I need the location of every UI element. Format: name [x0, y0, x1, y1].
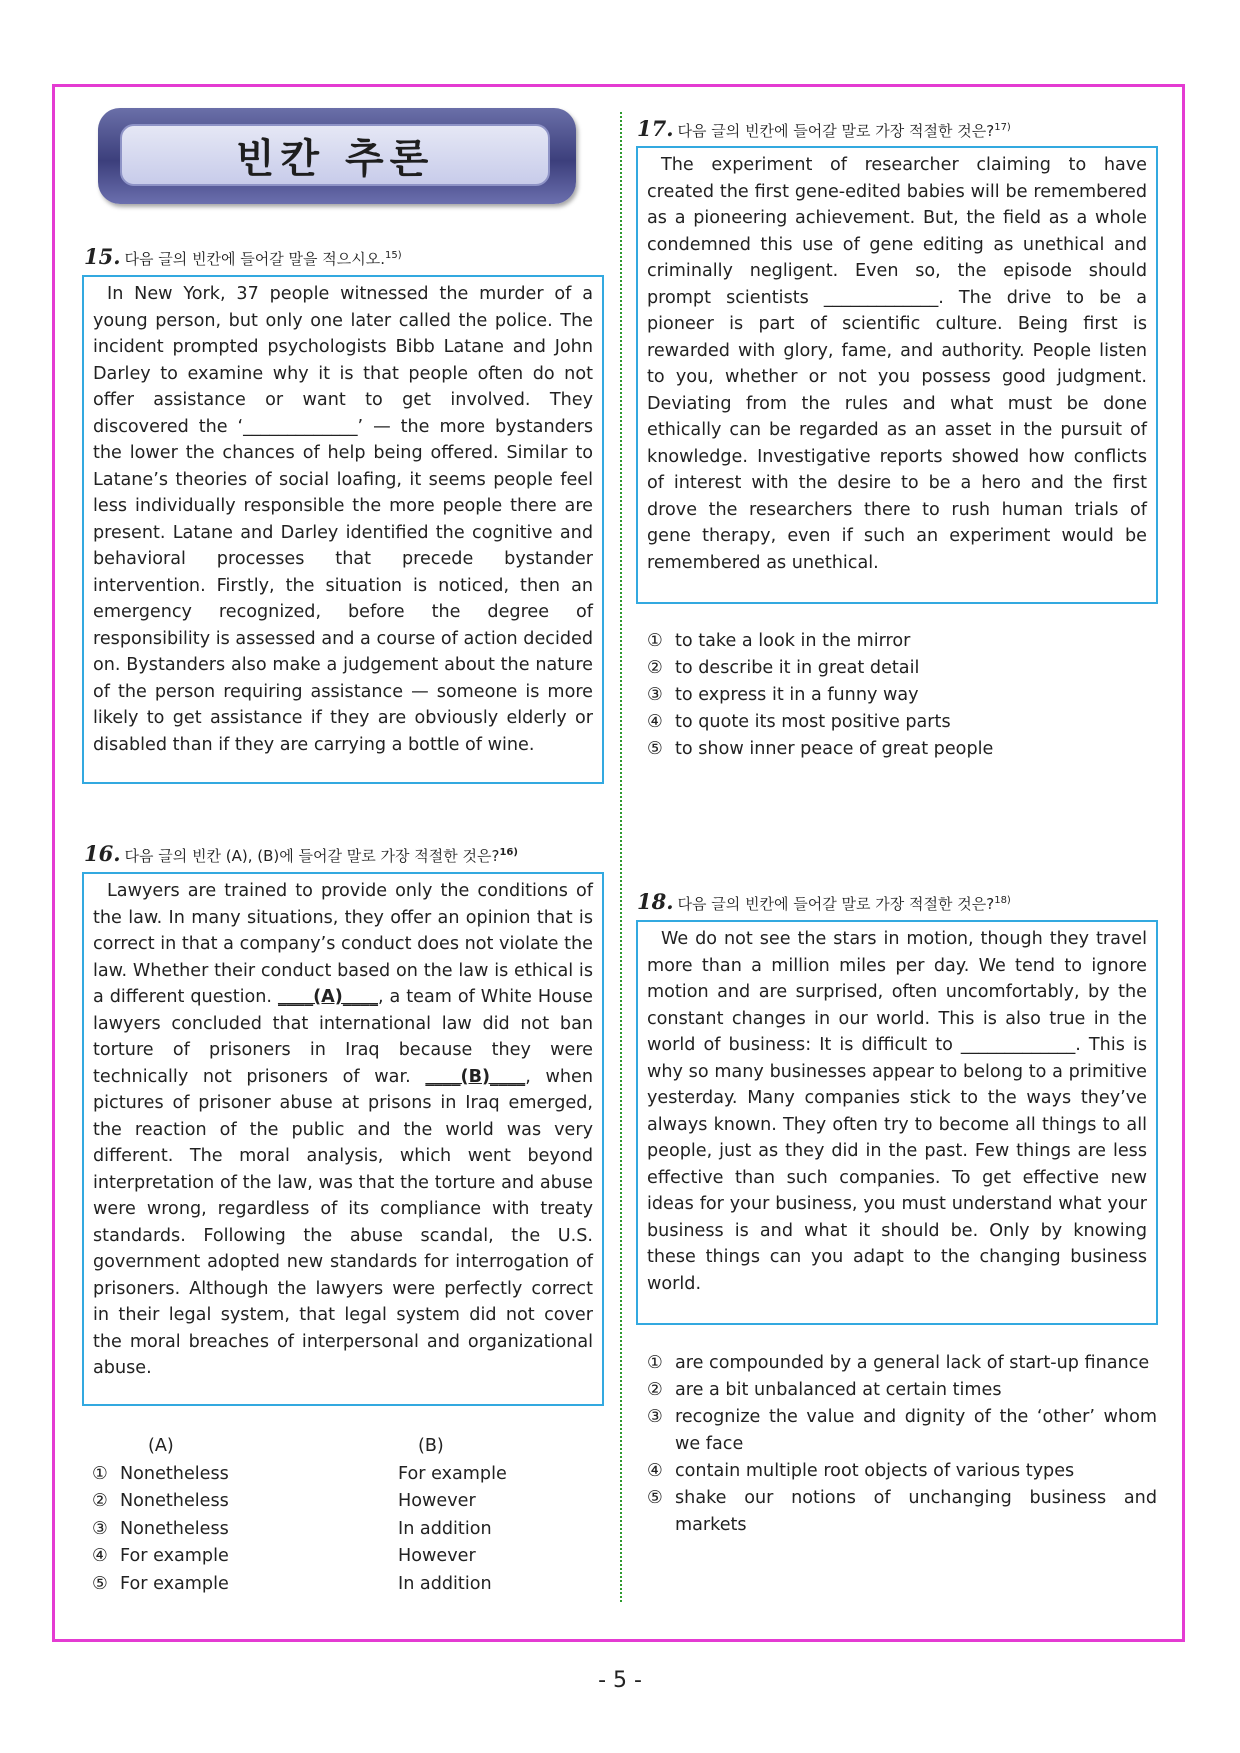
q16-option[interactable] — [92, 1461, 507, 1489]
q18-option[interactable] — [647, 1377, 1157, 1404]
q17-option-mark: ③ — [647, 685, 663, 705]
q18-option-mark: ④ — [647, 1461, 663, 1481]
q16-options-header — [92, 1433, 507, 1461]
q15-passage: In New York, 37 people witnessed the murder of a young person, but only one later called the police. The incident prompted psychologists Bibb Latane and John Darley to examine why it is that people often do not offer assistance or want to get involved. They discovered the ‘_____________’ — the more bystanders the lower the chances of help being offered. Similar to Latane’s theories of social loafing, it seems people feel less individually responsible the more people there are present. Latane and Darley identified the cognitive and behavioral processes that precede bystander intervention. Firstly, the situation is noticed, then an emergency recognized, before the degree of responsibility is assessed and a course of action decided on. Bystanders also make a judgement about the nature of the person requiring assistance — someone is more likely to get assistance if they are obviously elderly or disabled than if they are carrying a bottle of wine. — [93, 284, 593, 755]
q17-option-mark: ① — [647, 631, 663, 651]
q18-option[interactable] — [647, 1485, 1157, 1539]
q16-option[interactable] — [92, 1516, 507, 1544]
section-banner-inner — [120, 124, 550, 186]
q18-option[interactable] — [647, 1350, 1157, 1377]
q16-option-mark: ① — [92, 1463, 108, 1484]
q16-option-b: For example — [398, 1463, 507, 1484]
q17-options — [647, 628, 1157, 763]
q16-option-mark: ⑤ — [92, 1573, 108, 1594]
q17-option[interactable] — [647, 655, 1157, 682]
q17-option[interactable] — [647, 628, 1157, 655]
q17-instruction: 다음 글의 빈칸에 들어갈 말로 가장 적절한 것은? — [677, 122, 995, 140]
q16-passage-box — [82, 872, 604, 1406]
q17-option-mark: ④ — [647, 712, 663, 732]
q16-option[interactable] — [92, 1488, 507, 1516]
q16-blank-a: ____(A)____ — [277, 987, 379, 1007]
q18-option-text: recognize the value and dignity of the ‘other’ whom we face — [675, 1407, 1157, 1454]
q17-option-text: to show inner peace of great people — [675, 739, 994, 759]
q17-passage: The experiment of researcher claiming to have created the first gene-edited babies will be remembered as a pioneering achievement. But, the field as a whole condemned this use of gene editing as unethical and criminally negligent. Even so, the episode should prompt scientists _____________. The drive to be a pioneer is part of scientific culture. Being first is rewarded with glory, fame, and authority. People listen to you, whether or not you possess good judgment. Deviating from the rules and what must be done ethically can be regarded as an asset in the pursuit of knowledge. Investigative reports showed how conflicts of interest with the desire to be a hero and the first drove the researchers there to rush human trials of gene therapy, even if such an experiment would be remembered as unethical. — [647, 155, 1147, 573]
q18-option[interactable] — [647, 1404, 1157, 1458]
q16-option-b: In addition — [398, 1573, 492, 1594]
q16-header — [84, 841, 518, 866]
q18-passage-box — [636, 920, 1158, 1325]
q18-number: 18. — [637, 889, 674, 914]
q17-option[interactable] — [647, 709, 1157, 736]
q16-option-b: However — [398, 1546, 476, 1566]
q16-passage — [93, 878, 593, 1382]
q17-option[interactable] — [647, 682, 1157, 709]
q16-option-a: Nonetheless — [120, 1518, 229, 1539]
q15-instruction: 다음 글의 빈칸에 들어갈 말을 적으시오. — [124, 250, 385, 268]
q16-footnote-ref: 16) — [499, 847, 518, 858]
q16-option[interactable] — [92, 1571, 507, 1599]
q16-passage-part1: Lawyers are trained to provide only the conditions of the law. In many situations, they offer an opinion that is correct in that a company’s conduct does not violate the law. Whether their conduct based on the law is ethical is a different question. — [93, 881, 593, 1007]
q15-number: 15. — [84, 244, 121, 269]
q18-header — [637, 889, 1011, 914]
q17-option-text: to express it in a funny way — [675, 685, 919, 705]
q18-option-text: are a bit unbalanced at certain times — [675, 1380, 1002, 1400]
q17-number: 17. — [637, 116, 674, 141]
q18-option-text: shake our notions of unchanging business and markets — [675, 1488, 1157, 1535]
q16-passage-part2: , a team of White House lawyers concluded that international law did not ban torture of prisoners in Iraq because they were technically not prisoners of war. — [93, 987, 593, 1087]
q17-header — [637, 116, 1011, 141]
q16-option-a: Nonetheless — [120, 1491, 229, 1511]
q18-passage: We do not see the stars in motion, though they travel more than a million miles per day. We tend to ignore motion and are surprised, often uncomfortably, by the constant changes in our world. This is also true in the world of business: It is difficult to _____________. This is why so many businesses appear to belong to a primitive yesterday. Many companies stick to the ways they’ve always known. They often try to become all things to all people, just as they did in the past. Few things are less effective than such companies. To get effective new ideas for your business, you must understand what your business is and what it should be. Only by knowing these things can you adapt to the changing business world. — [647, 929, 1147, 1294]
q16-blank-b: ____(B)____ — [425, 1066, 526, 1087]
q18-instruction: 다음 글의 빈칸에 들어갈 말로 가장 적절한 것은? — [677, 895, 995, 913]
q16-options-table — [92, 1433, 507, 1598]
q18-option-mark: ② — [647, 1380, 663, 1400]
page-number: - 5 - — [598, 1668, 642, 1693]
q18-option-mark: ① — [647, 1353, 663, 1373]
q17-option-mark: ⑤ — [647, 739, 663, 759]
q15-passage-box — [82, 275, 604, 784]
q16-instruction: 다음 글의 빈칸 (A), (B)에 들어갈 말로 가장 적절한 것은? — [124, 847, 500, 865]
q16-option-a: For example — [120, 1546, 229, 1566]
q16-number: 16. — [84, 841, 121, 866]
q18-option-mark: ⑤ — [647, 1488, 663, 1508]
q16-col-a-header: (A) — [148, 1436, 174, 1456]
q18-options — [647, 1350, 1157, 1539]
q18-option-mark: ③ — [647, 1407, 663, 1427]
q18-option-text: contain multiple root objects of various types — [675, 1461, 1075, 1481]
section-title: 빈칸 추론 — [235, 135, 435, 182]
column-divider — [620, 112, 622, 1602]
q16-option-a: Nonetheless — [120, 1463, 229, 1484]
q17-passage-box — [636, 146, 1158, 604]
q18-footnote-ref: 18) — [994, 895, 1011, 906]
section-banner — [98, 108, 576, 204]
q17-option-text: to take a look in the mirror — [675, 631, 911, 651]
q17-option-text: to describe it in great detail — [675, 658, 920, 678]
q16-option-b: In addition — [398, 1518, 492, 1539]
q16-option-mark: ② — [92, 1491, 108, 1511]
q17-option[interactable] — [647, 736, 1157, 763]
q15-footnote-ref: 15) — [385, 250, 402, 261]
q16-option[interactable] — [92, 1543, 507, 1571]
q16-col-b-header: (B) — [418, 1436, 444, 1456]
q16-option-a: For example — [120, 1573, 229, 1594]
q16-option-mark: ③ — [92, 1518, 108, 1539]
q16-option-mark: ④ — [92, 1546, 108, 1566]
q16-option-b: However — [398, 1491, 476, 1511]
q18-option[interactable] — [647, 1458, 1157, 1485]
q17-option-text: to quote its most positive parts — [675, 712, 951, 732]
q18-option-text: are compounded by a general lack of start-up finance — [675, 1353, 1150, 1373]
q15-header — [84, 244, 402, 269]
q16-passage-part3: , when pictures of prisoner abuse at prisons in Iraq emerged, the reaction of the public and the world was very different. The moral analysis, which went beyond interpretation of the law, was that the torture and abuse were wrong, regardless of its compliance with treaty standards. Following the abuse scandal, the U.S. government adopted new standards for interrogation of prisoners. Although the lawyers were perfectly correct in their legal system, that legal system did not cover the moral breaches of interpersonal and organizational abuse. — [93, 1066, 593, 1378]
q17-footnote-ref: 17) — [994, 122, 1011, 133]
q17-option-mark: ② — [647, 658, 663, 678]
